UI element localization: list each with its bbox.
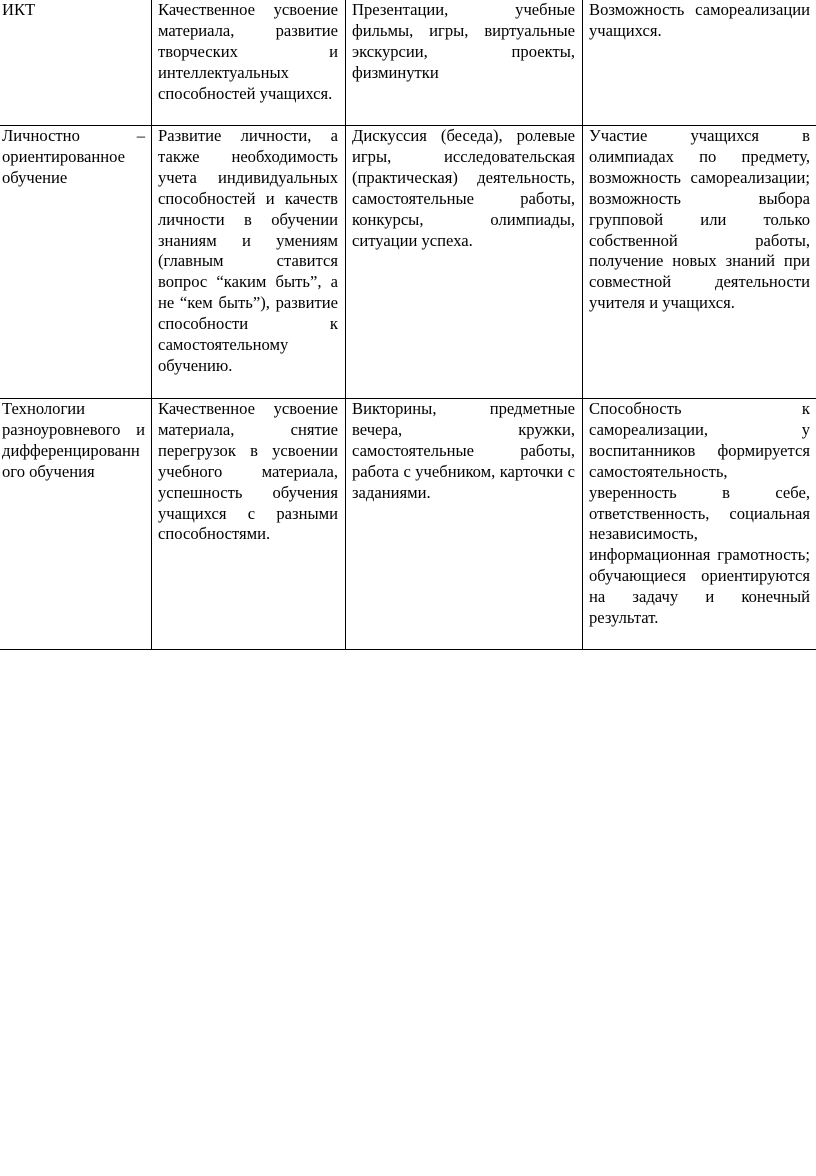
table-row [0, 399, 816, 650]
outcome-cell: Возможность самореализации учащихся. [583, 0, 816, 126]
result-cell: Качественное усвоение материала, развитие творческих и интеллектуальных способностей учащихся. [152, 0, 346, 126]
outcome-cell: Участие учащихся в олимпиадах по предмету, возможность самореализации; возможность выбора групповой или только собственной работы, получение новых знаний при совместной деятельности учителя и учащихся. [583, 126, 816, 399]
technology-cell: Технологии разноуровневого и дифференцированного обучения [0, 399, 152, 650]
forms-cell: Презентации, учебные фильмы, игры, виртуальные экскурсии, проекты, физминутки [346, 0, 583, 126]
result-cell: Качественное усвоение материала, снятие перегрузок в усвоении учебного материала, успешность обучения учащихся с разными способностями. [152, 399, 346, 650]
technology-cell: ИКТ [0, 0, 152, 126]
forms-cell: Дискуссия (беседа), ролевые игры, исследовательская (практическая) деятельность, самостоятельные работы, конкурсы, олимпиады, ситуации успеха. [346, 126, 583, 399]
forms-cell: Викторины, предметные вечера, кружки, самостоятельные работы, работа с учебником, карточки с заданиями. [346, 399, 583, 650]
table-row [0, 126, 816, 399]
outcome-cell: Способность к самореализации, у воспитанников формируется самостоятельность, уверенность в себе, ответственность, социальная независимость, информационная грамотность; обучающиеся ориентируются на задачу и конечный результат. [583, 399, 816, 650]
technology-cell: Личностно – ориентированное обучение [0, 126, 152, 399]
result-cell: Развитие личности, а также необходимость учета индивидуальных способностей и качеств личности в обучении знаниям и умениям (главным ставится вопрос “каким быть”, а не “кем быть”), развитие способности к самостоятельному обучению. [152, 126, 346, 399]
table-row [0, 0, 816, 126]
